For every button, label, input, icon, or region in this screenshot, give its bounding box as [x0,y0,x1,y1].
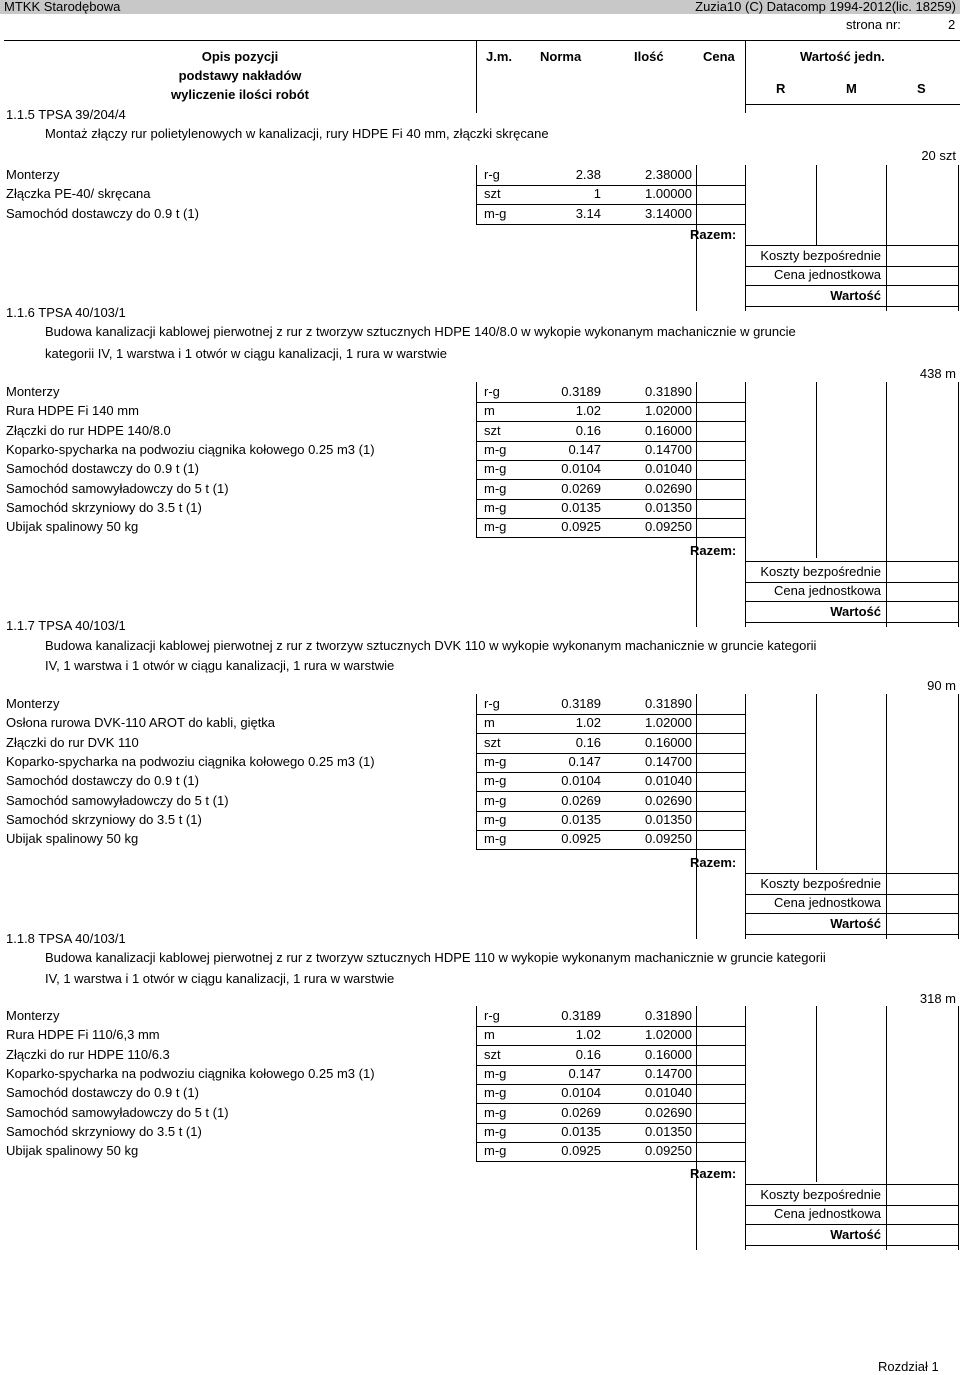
row-rule [476,1161,746,1162]
rule [745,913,958,914]
resource-norm: 1.02 [575,1027,601,1042]
col-desc-1: Opis pozycji [201,49,279,64]
row-rule [476,460,746,461]
rule [745,1224,958,1225]
header-col-sep [745,40,746,113]
razem-rule [745,1184,958,1185]
unit-price-label: Cena jednostkowa [774,1206,881,1221]
resource-norm: 0.3189 [561,696,601,711]
resource-unit: m-g [484,793,507,808]
resource-name: Samochód samowyładowczy do 5 t (1) [6,793,229,808]
resource-name: Koparko-spycharka na podwoziu ciągnika kołowego 0.25 m3 (1) [6,754,375,769]
col-s: S [917,81,926,96]
position-description-cont: IV, 1 warstwa i 1 otwór w ciągu kanalizacji, 1 rura w warstwie [45,658,395,673]
resource-name: Ubijak spalinowy 50 kg [6,831,139,846]
row-rule [476,479,746,480]
resource-qty: 0.01350 [645,812,692,827]
col-desc-3: wyliczenie ilości robót [171,87,309,102]
row-rule [476,1103,746,1104]
resource-qty: 0.01350 [645,500,692,515]
resource-name: Monterzy [6,167,60,182]
rule [745,306,958,307]
resource-unit: m-g [484,1124,507,1139]
position-description: Budowa kanalizacji kablowej pierwotnej z rur z tworzyw sztucznych HDPE 140/8.0 w wykopie wykonanym machanicznie w gruncie [45,324,796,339]
razem-rule [745,561,958,562]
resource-norm: 1.02 [575,715,601,730]
resource-name: Koparko-spycharka na podwoziu ciągnika kołowego 0.25 m3 (1) [6,1066,375,1081]
resource-qty: 0.16000 [645,735,692,750]
resource-qty: 1.02000 [645,1027,692,1042]
grid-vline [958,1006,959,1250]
row-rule [476,733,746,734]
position-description-cont: IV, 1 warstwa i 1 otwór w ciągu kanalizacji, 1 rura w warstwie [45,971,395,986]
value-label: Wartość [830,604,881,619]
resource-norm: 0.0925 [561,1143,601,1158]
resource-name: Samochód skrzyniowy do 3.5 t (1) [6,812,202,827]
grid-vline [745,694,746,939]
resource-qty: 0.09250 [645,831,692,846]
resource-norm: 0.16 [575,735,601,750]
row-rule [476,1045,746,1046]
grid-vline [886,382,887,627]
resource-qty: 0.09250 [645,1143,692,1158]
resource-norm: 0.0104 [561,1085,601,1100]
grid-vline [958,165,959,311]
row-rule [476,1142,746,1143]
chapter-footer: Rozdział 1 [878,1359,939,1374]
resource-norm: 0.0269 [561,481,601,496]
resource-name: Ubijak spalinowy 50 kg [6,1143,139,1158]
row-rule [476,204,746,205]
resource-norm: 0.0925 [561,519,601,534]
resource-unit: m-g [484,1066,507,1081]
resource-unit: szt [484,186,501,201]
resource-norm: 0.0135 [561,500,601,515]
resource-qty: 1.02000 [645,403,692,418]
position-description-cont: kategorii IV, 1 warstwa i 1 otwór w ciągu kanalizacji, 1 rura w warstwie [45,346,447,361]
grid-vline [816,382,817,558]
position-description: Budowa kanalizacji kablowej pierwotnej z rur z tworzyw sztucznych HDPE 110 w wykopie wykonanym machanicznie w gruncie kategorii [45,950,826,965]
resource-qty: 0.31890 [645,1008,692,1023]
resource-norm: 0.3189 [561,1008,601,1023]
grid-vline [476,1006,477,1162]
row-rule [476,849,746,850]
resource-qty: 0.02690 [645,481,692,496]
direct-costs-label: Koszty bezpośrednie [760,1187,881,1202]
rule [745,622,958,623]
resource-unit: m [484,1027,495,1042]
resource-name: Ubijak spalinowy 50 kg [6,519,139,534]
resource-qty: 1.00000 [645,186,692,201]
resource-unit: m-g [484,1085,507,1100]
resource-name: Osłona rurowa DVK-110 AROT do kabli, giętka [6,715,276,730]
grid-vline [745,382,746,627]
col-r: R [776,81,786,96]
resource-qty: 0.02690 [645,793,692,808]
resource-unit: r-g [484,1008,500,1023]
resource-norm: 0.147 [568,1066,601,1081]
unit-price-label: Cena jednostkowa [774,895,881,910]
resource-norm: 0.0269 [561,1105,601,1120]
resource-unit: m-g [484,481,507,496]
resource-unit: m-g [484,754,507,769]
resource-qty: 1.02000 [645,715,692,730]
col-unit: J.m. [486,49,513,64]
grid-vline [745,165,746,311]
resource-qty: 0.01350 [645,1124,692,1139]
row-rule [476,811,746,812]
rule [745,1245,958,1246]
direct-costs-label: Koszty bezpośrednie [760,248,881,263]
resource-unit: m [484,403,495,418]
position-code: 1.1.5 TPSA 39/204/4 [6,107,126,122]
row-rule [476,772,746,773]
resource-name: Monterzy [6,696,60,711]
col-norm: Norma [540,49,582,64]
resource-unit: r-g [484,167,500,182]
position-description: Budowa kanalizacji kablowej pierwotnej z rur z tworzyw sztucznych DVK 110 w wykopie wykonanym machanicznie w gruncie kategorii [45,638,817,653]
rule [745,285,958,286]
resource-qty: 0.14700 [645,442,692,457]
resource-norm: 0.147 [568,442,601,457]
razem-label: Razem: [690,855,737,870]
grid-vline [816,694,817,870]
grid-vline [958,382,959,627]
resource-name: Samochód skrzyniowy do 3.5 t (1) [6,500,202,515]
resource-unit: m-g [484,442,507,457]
header-rule [745,104,960,105]
resource-name: Złączki do rur HDPE 110/6.3 [6,1047,170,1062]
col-price: Cena [703,49,735,64]
position-quantity: 90 m [927,678,956,693]
row-rule [476,1026,746,1027]
grid-vline [886,165,887,311]
resource-unit: r-g [484,696,500,711]
row-rule [476,518,746,519]
unit-price-label: Cena jednostkowa [774,583,881,598]
header-top-rule [4,40,960,41]
resource-unit: m-g [484,1105,507,1120]
resource-unit: m-g [484,1143,507,1158]
resource-name: Złączki do rur DVK 110 [6,735,139,750]
software-info: Zuzia10 (C) Datacomp 1994-2012(lic. 18259) [695,0,956,14]
razem-label: Razem: [690,1166,737,1181]
resource-unit: szt [484,735,501,750]
resource-norm: 1.02 [575,403,601,418]
value-label: Wartość [830,916,881,931]
row-rule [476,830,746,831]
resource-name: Monterzy [6,1008,60,1023]
resource-name: Złączki do rur HDPE 140/8.0 [6,423,171,438]
company-name: MTKK Starodębowa [4,0,121,14]
resource-unit: m-g [484,831,507,846]
resource-qty: 0.14700 [645,1066,692,1081]
grid-vline [958,694,959,939]
page-number: 2 [948,17,956,32]
header-col-sep [476,40,477,113]
col-value: Wartość jedn. [800,49,885,64]
razem-rule [745,245,958,246]
value-label: Wartość [830,1227,881,1242]
row-rule [476,224,746,225]
col-qty: Ilość [634,49,664,64]
resource-unit: r-g [484,384,500,399]
grid-vline [886,694,887,939]
position-code: 1.1.7 TPSA 40/103/1 [6,618,126,633]
resource-name: Koparko-spycharka na podwoziu ciągnika kołowego 0.25 m3 (1) [6,442,375,457]
resource-name: Samochód skrzyniowy do 3.5 t (1) [6,1124,202,1139]
position-quantity: 20 szt [921,148,956,163]
resource-name: Samochód samowyładowczy do 5 t (1) [6,1105,229,1120]
resource-norm: 0.0269 [561,793,601,808]
razem-label: Razem: [690,227,737,242]
grid-vline [476,165,477,225]
resource-unit: szt [484,1047,501,1062]
grid-vline [816,165,817,245]
position-description: Montaż złączy rur polietylenowych w kanalizacji, rury HDPE Fi 40 mm, złączki skręcane [45,126,549,141]
resource-unit: m-g [484,206,507,221]
value-label: Wartość [830,288,881,303]
row-rule [476,402,746,403]
grid-vline [696,382,697,627]
resource-qty: 0.01040 [645,1085,692,1100]
resource-unit: m-g [484,500,507,515]
grid-vline [696,1006,697,1250]
row-rule [476,1123,746,1124]
resource-qty: 0.14700 [645,754,692,769]
row-rule [476,499,746,500]
row-rule [476,714,746,715]
row-rule [476,185,746,186]
resource-name: Złączka PE-40/ skręcana [6,186,151,201]
rule [745,601,958,602]
resource-norm: 2.38 [575,167,601,182]
grid-vline [476,694,477,850]
resource-qty: 0.01040 [645,461,692,476]
resource-name: Samochód samowyładowczy do 5 t (1) [6,481,229,496]
position-code: 1.1.6 TPSA 40/103/1 [6,305,126,320]
resource-norm: 0.147 [568,754,601,769]
position-quantity: 438 m [919,366,956,381]
grid-vline [476,382,477,538]
resource-name: Samochód dostawczy do 0.9 t (1) [6,206,199,221]
direct-costs-label: Koszty bezpośrednie [760,564,881,579]
resource-name: Rura HDPE Fi 140 mm [6,403,139,418]
resource-unit: m-g [484,461,507,476]
resource-norm: 0.0135 [561,812,601,827]
grid-vline [816,1006,817,1182]
resource-unit: m-g [484,519,507,534]
resource-qty: 0.31890 [645,696,692,711]
position-quantity: 318 m [919,991,956,1006]
resource-norm: 0.0104 [561,773,601,788]
position-code: 1.1.8 TPSA 40/103/1 [6,931,126,946]
row-rule [476,537,746,538]
resource-qty: 0.16000 [645,1047,692,1062]
resource-norm: 0.16 [575,1047,601,1062]
grid-vline [886,1006,887,1250]
resource-norm: 3.14 [575,206,601,221]
row-rule [476,421,746,422]
resource-qty: 2.38000 [645,167,692,182]
row-rule [476,753,746,754]
col-m: M [846,81,857,96]
grid-vline [696,694,697,939]
razem-label: Razem: [690,543,737,558]
resource-name: Samochód dostawczy do 0.9 t (1) [6,1085,199,1100]
report-header-bar [0,0,960,14]
col-desc-2: podstawy nakładów [178,68,302,83]
row-rule [476,1084,746,1085]
resource-qty: 0.16000 [645,423,692,438]
resource-unit: m-g [484,812,507,827]
resource-name: Monterzy [6,384,60,399]
resource-qty: 0.09250 [645,519,692,534]
resource-qty: 3.14000 [645,206,692,221]
resource-norm: 0.0135 [561,1124,601,1139]
resource-norm: 0.16 [575,423,601,438]
razem-rule [745,873,958,874]
resource-unit: szt [484,423,501,438]
row-rule [476,441,746,442]
resource-qty: 0.02690 [645,1105,692,1120]
rule [745,934,958,935]
resource-name: Samochód dostawczy do 0.9 t (1) [6,773,199,788]
row-rule [476,791,746,792]
row-rule [476,1065,746,1066]
resource-unit: m [484,715,495,730]
resource-norm: 0.0104 [561,461,601,476]
unit-price-label: Cena jednostkowa [774,267,881,282]
page-label: strona nr: [846,17,901,32]
resource-norm: 0.0925 [561,831,601,846]
resource-name: Samochód dostawczy do 0.9 t (1) [6,461,199,476]
direct-costs-label: Koszty bezpośrednie [760,876,881,891]
resource-unit: m-g [484,773,507,788]
resource-qty: 0.31890 [645,384,692,399]
resource-norm: 0.3189 [561,384,601,399]
resource-qty: 0.01040 [645,773,692,788]
resource-name: Rura HDPE Fi 110/6,3 mm [6,1027,160,1042]
resource-norm: 1 [593,186,601,201]
grid-vline [745,1006,746,1250]
